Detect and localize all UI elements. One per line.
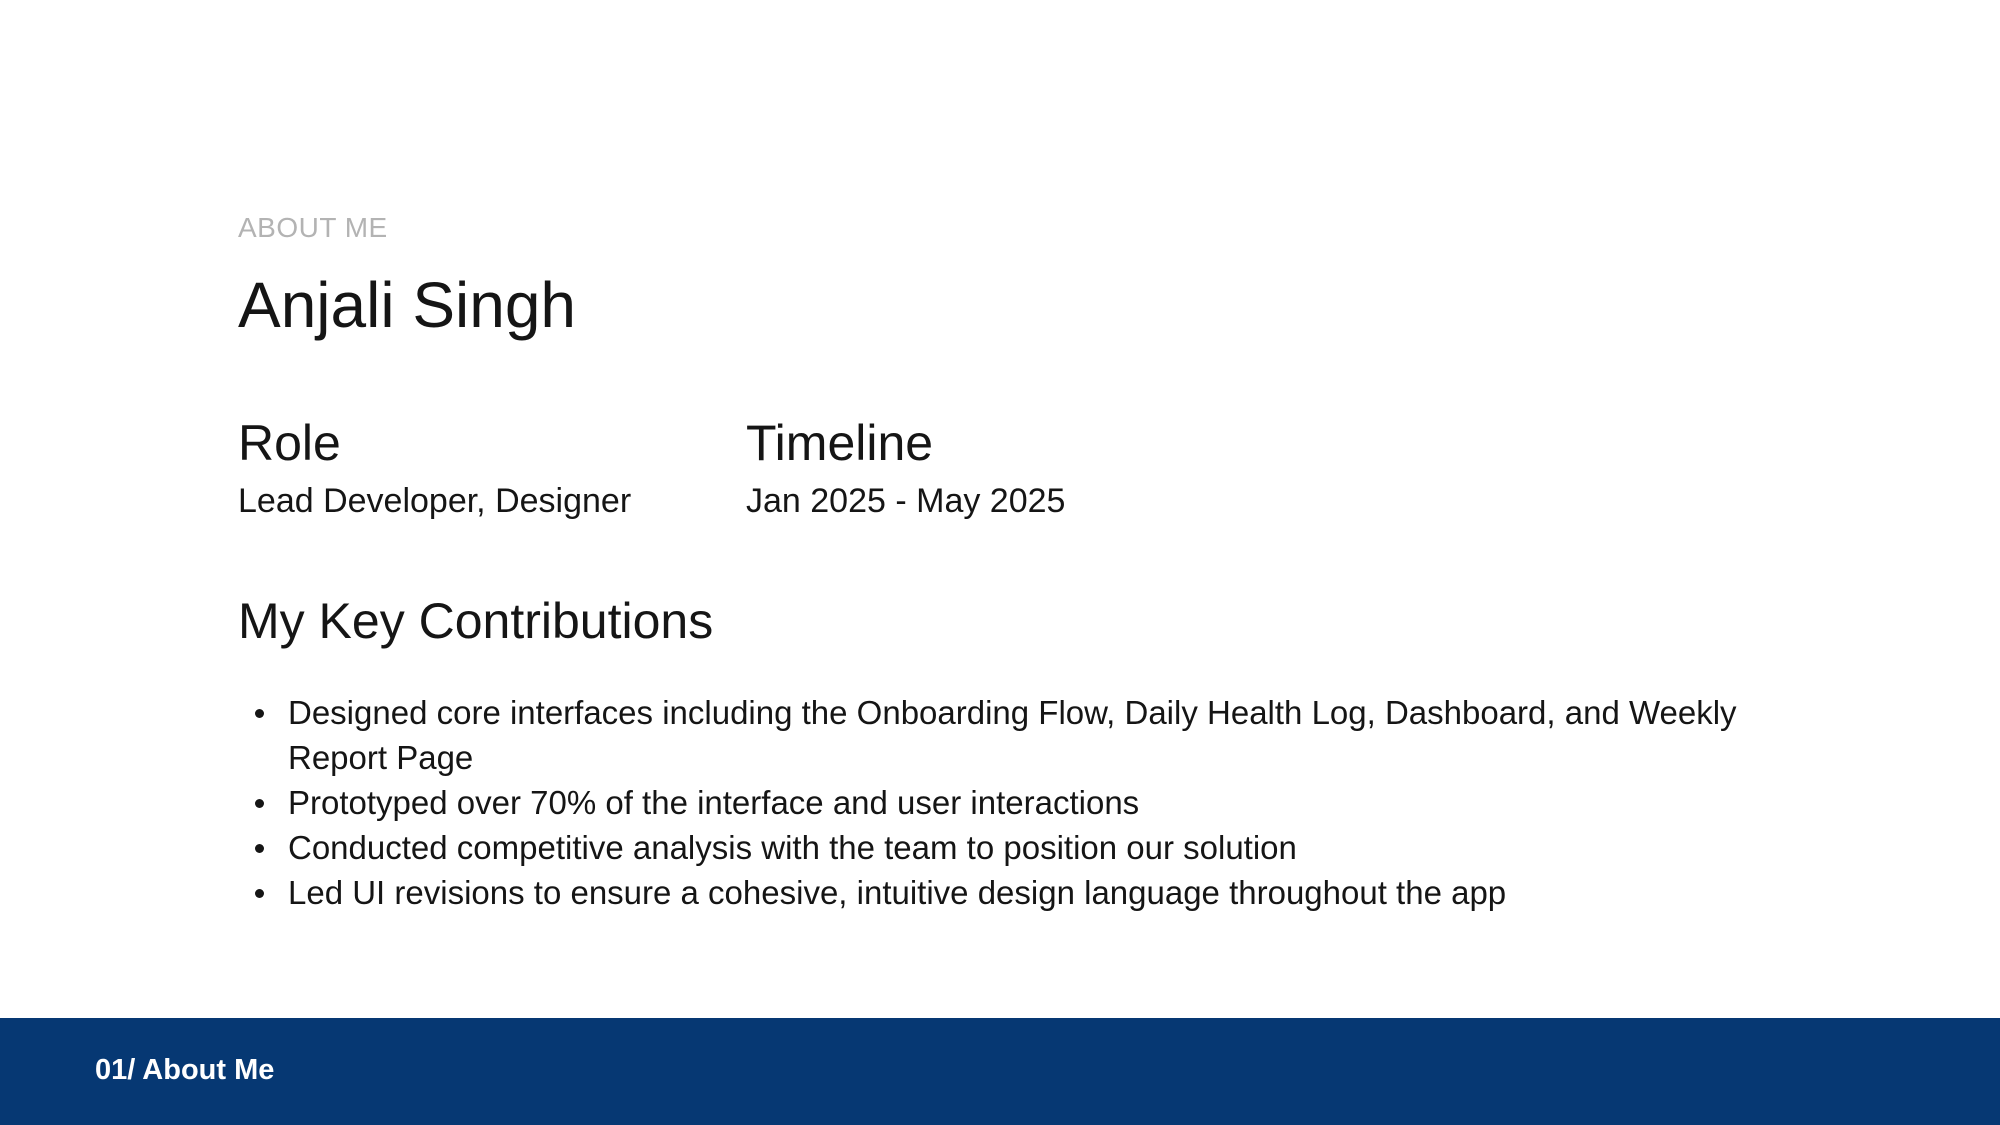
role-block (238, 416, 631, 522)
list-item (288, 870, 1778, 915)
bullet-icon (255, 709, 264, 718)
contributions-heading: My Key Contributions (238, 593, 714, 649)
footer-label: 01/ About Me (95, 1054, 275, 1086)
role-value: Lead Developer, Designer (238, 482, 632, 520)
contributions-list (238, 690, 1778, 915)
list-item (288, 690, 1778, 780)
bullet-icon (255, 889, 264, 898)
timeline-value: Jan 2025 - May 2025 (746, 482, 1066, 520)
bullet-icon (255, 799, 264, 808)
role-heading: Role (238, 415, 341, 471)
page-title: Anjali Singh (238, 269, 576, 341)
timeline-heading: Timeline (746, 415, 934, 471)
list-item-text: Designed core interfaces including the Onboarding Flow, Daily Health Log, Dashboard, and Weekly Report Page (288, 694, 1737, 776)
section-eyebrow: ABOUT ME (238, 212, 388, 243)
list-item-text: Prototyped over 70% of the interface and user interactions (288, 784, 1140, 821)
list-item-text: Conducted competitive analysis with the team to position our solution (288, 829, 1297, 866)
footer-bar (0, 1018, 2000, 1125)
timeline-block (746, 416, 1065, 522)
list-item-text: Led UI revisions to ensure a cohesive, intuitive design language throughout the app (288, 874, 1507, 911)
bullet-icon (255, 844, 264, 853)
list-item (288, 825, 1778, 870)
list-item (288, 780, 1778, 825)
